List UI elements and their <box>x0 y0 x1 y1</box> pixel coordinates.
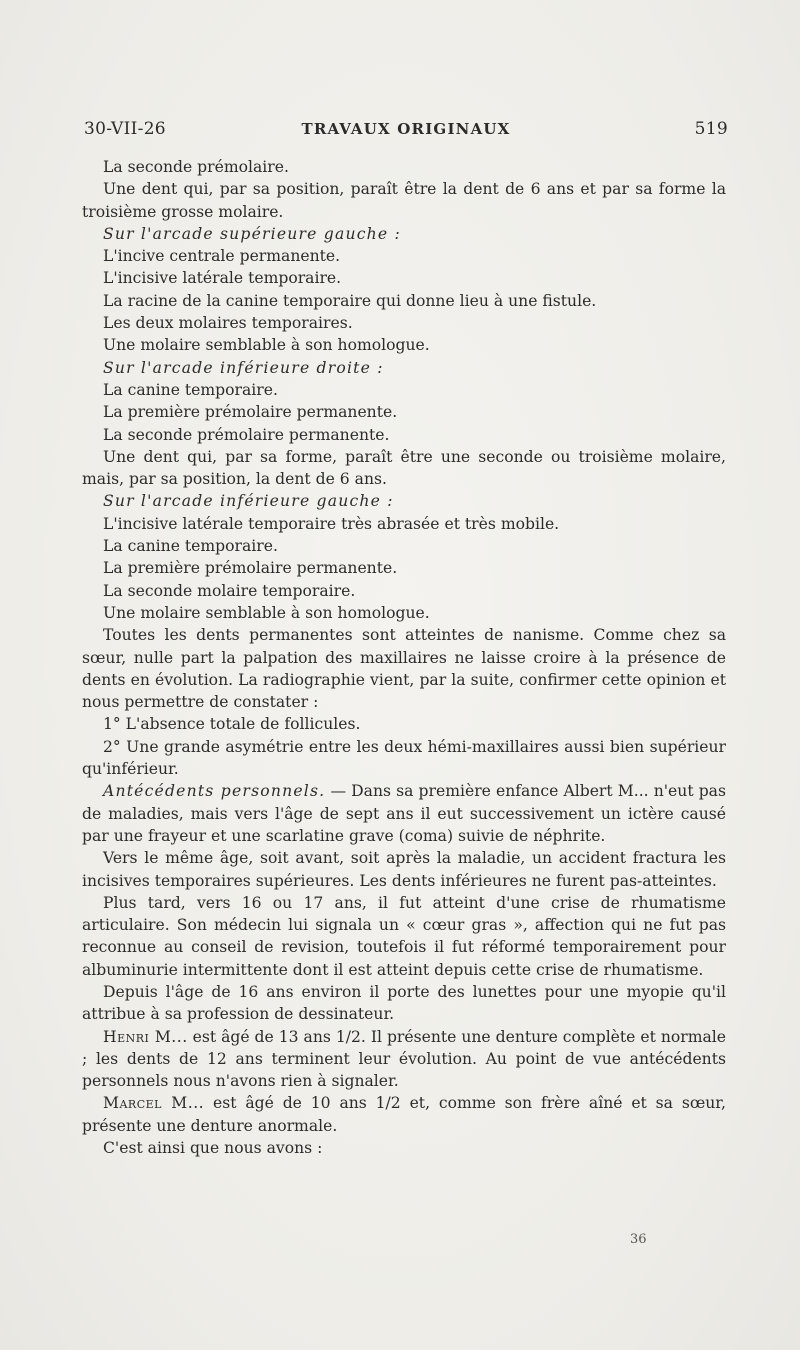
person-name: Henri M... <box>103 1027 188 1046</box>
paragraph: La racine de la canine temporaire qui donne lieu à une fistule. <box>103 291 597 310</box>
paragraph: La seconde prémolaire permanente. <box>103 425 390 444</box>
paragraph-text: est âgé de 13 ans 1/2. Il présente une denture complète et normale ; les dents de 12 ans terminent leur évolution. Au point de vue antécédents personnels nous n'avons rien à signaler. <box>82 1027 726 1091</box>
paragraph: La seconde molaire temporaire. <box>103 581 356 600</box>
paragraph: Depuis l'âge de 16 ans environ il porte des lunettes pour une myopie qu'il attribue à sa profession de dessinateur. <box>82 982 726 1024</box>
paragraph-text: est âgé de 10 ans 1/2 et, comme son frère aîné et sa sœur, présente une denture anormale. <box>82 1094 726 1135</box>
inline-heading: Antécédents personnels. <box>103 782 326 801</box>
header-page-number: 519 <box>694 119 728 139</box>
paragraph: La canine temporaire. <box>103 537 278 556</box>
paragraph: 1° L'absence totale de follicules. <box>103 715 361 734</box>
paragraph: Vers le même âge, soit avant, soit après la maladie, un accident fractura les incisives temporaires supérieures. Les dents inférieures ne furent pas-atteintes. <box>82 849 726 890</box>
header-date: 30-VII-26 <box>84 119 166 139</box>
person-name: Marcel M... <box>103 1094 205 1113</box>
paragraph <box>82 1092 726 1137</box>
signature-mark: 36 <box>630 1232 647 1247</box>
paragraph: C'est ainsi que nous avons : <box>103 1139 323 1158</box>
paragraph: L'incive centrale permanente. <box>103 247 341 266</box>
paragraph <box>82 780 726 847</box>
paragraph: Les deux molaires temporaires. <box>103 314 353 333</box>
paragraph: Toutes les dents permanentes sont atteintes de nanisme. Comme chez sa sœur, nulle part la palpation des maxillaires ne laisse croire à la présence de dents en évolution. La radiographie vient, par la suite, confirmer cette opinion et nous permettre de constater : <box>82 626 726 712</box>
running-header <box>84 119 728 143</box>
header-title: TRAVAUX ORIGINAUX <box>301 120 511 138</box>
section-heading: Sur l'arcade supérieure gauche : <box>103 224 401 243</box>
paragraph: Une dent qui, par sa position, paraît être la dent de 6 ans et par sa forme la troisième grosse molaire. <box>82 180 726 221</box>
paragraph: 2° Une grande asymétrie entre les deux hémi-maxillaires aussi bien supérieur qu'inférieur. <box>82 737 726 779</box>
paragraph <box>82 1026 726 1093</box>
section-heading: Sur l'arcade inférieure gauche : <box>103 492 394 511</box>
paragraph: La seconde prémolaire. <box>103 158 289 176</box>
paragraph: Plus tard, vers 16 ou 17 ans, il fut atteint d'une crise de rhumatisme articulaire. Son médecin lui signala un « cœur gras », affection qui ne fut pas reconnue au conseil de revision, toutefois il fut réformé temporairement pour albuminurie intermittente dont il est atteint depuis cette crise de rhumatisme. <box>82 893 726 979</box>
paragraph: Une molaire semblable à son homologue. <box>103 336 430 355</box>
paragraph-text: — Dans sa première enfance Albert M... n'eut pas de maladies, mais vers l'âge de sept ans il eut successivement un ictère causé par une frayeur et une scarlatine grave (coma) suivie de néphrite. <box>82 782 726 845</box>
paragraph: L'incisive latérale temporaire très abrasée et très mobile. <box>103 514 560 533</box>
section-heading: Sur l'arcade inférieure droite : <box>103 358 384 377</box>
paragraph: Une molaire semblable à son homologue. <box>103 603 430 622</box>
paragraph: L'incisive latérale temporaire. <box>103 269 342 288</box>
paragraph: Une dent qui, par sa forme, paraît être une seconde ou troisième molaire, mais, par sa position, la dent de 6 ans. <box>82 447 726 489</box>
paragraph: La première prémolaire permanente. <box>103 403 398 422</box>
paragraph: La première prémolaire permanente. <box>103 559 398 578</box>
article-body <box>82 156 726 1159</box>
paragraph: La canine temporaire. <box>103 380 278 399</box>
